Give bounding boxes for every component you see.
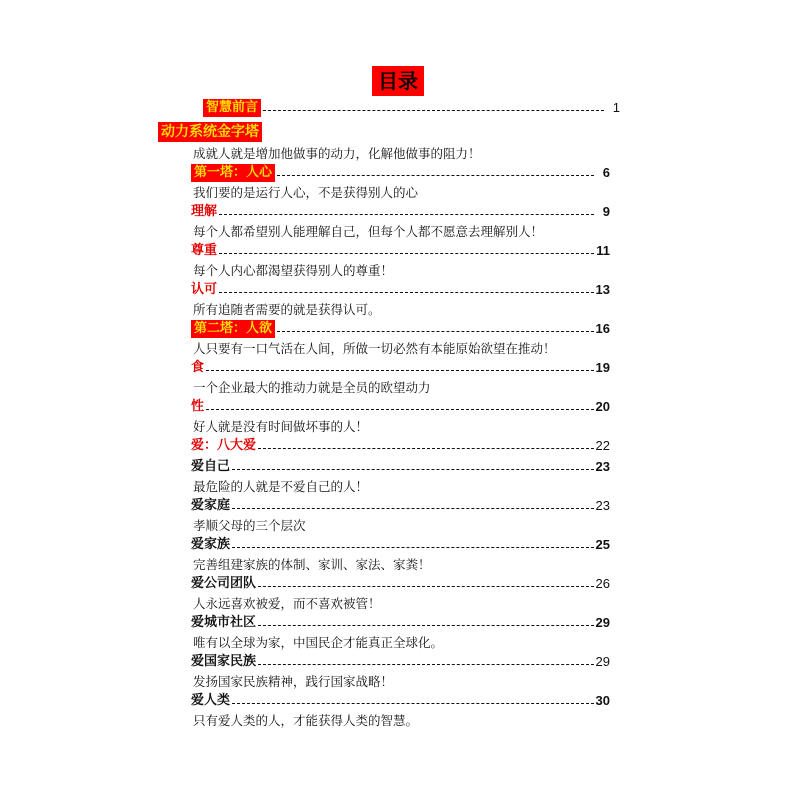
toc-page-number: 1 — [612, 100, 620, 115]
toc-entry-label: 认可 — [191, 282, 218, 297]
toc-entry-label: 爱人类 — [191, 693, 231, 708]
toc-entry-label: 智慧前言 — [203, 99, 261, 117]
leader-dashes — [219, 214, 594, 215]
toc-entry-respect[interactable] — [191, 241, 610, 261]
toc-entry-love-home[interactable] — [191, 496, 610, 516]
toc-page-number: 13 — [595, 282, 610, 297]
toc-entry-approval[interactable] — [191, 280, 610, 300]
leader-dashes — [206, 409, 594, 410]
toc-entry-love-nation[interactable] — [191, 652, 610, 672]
toc-entry-label: 第二塔：人欲 — [191, 320, 275, 338]
toc-entry-label: 爱：八大爱 — [191, 438, 257, 453]
section-header: 动力系统金字塔 — [158, 122, 262, 142]
toc-entry-label: 性 — [191, 399, 205, 414]
toc-entry-love-city[interactable] — [191, 613, 610, 633]
toc-page-number: 20 — [595, 399, 610, 414]
toc-entry-love-clan[interactable] — [191, 535, 610, 555]
toc-description: 人只要有一口气活在人间，所做一切必然有本能原始欲望在推动！ — [193, 341, 556, 356]
leader-dashes — [277, 331, 594, 332]
leader-dashes — [219, 253, 594, 254]
leader-dashes — [232, 508, 594, 509]
toc-entry-label: 爱国家民族 — [191, 654, 257, 669]
leader-dashes — [263, 110, 604, 111]
leader-dashes — [258, 664, 594, 665]
leader-dashes — [258, 448, 594, 449]
toc-page-number: 9 — [602, 204, 610, 219]
toc-page-number: 23 — [595, 459, 610, 474]
toc-entry-love[interactable] — [191, 436, 610, 456]
toc-description: 好人就是没有时间做坏事的人！ — [193, 419, 369, 434]
toc-entry-label: 爱城市社区 — [191, 615, 257, 630]
toc-entry-preface[interactable] — [203, 98, 620, 118]
toc-entry-label: 爱公司团队 — [191, 576, 257, 591]
toc-entry-love-human[interactable] — [191, 691, 610, 711]
toc-page-number: 26 — [595, 576, 610, 591]
toc-page-number: 19 — [595, 360, 610, 375]
leader-dashes — [232, 469, 594, 470]
leader-dashes — [258, 625, 594, 626]
toc-entry-label: 食 — [191, 360, 205, 375]
toc-description: 每个人都希望别人能理解自己，但每个人都不愿意去理解别人！ — [193, 224, 544, 239]
toc-entry-love-team[interactable] — [191, 574, 610, 594]
toc-page-number: 22 — [595, 438, 610, 453]
toc-entry-label: 理解 — [191, 204, 218, 219]
toc-description: 最危险的人就是不爱自己的人！ — [193, 479, 369, 494]
toc-description: 发扬国家民族精神，践行国家战略！ — [193, 674, 394, 689]
toc-entry-label: 爱家族 — [191, 537, 231, 552]
toc-entry-sex[interactable] — [191, 397, 610, 417]
leader-dashes — [277, 175, 594, 176]
toc-entry-understand[interactable] — [191, 202, 610, 222]
leader-dashes — [232, 703, 594, 704]
page-title: 目录 — [372, 66, 424, 96]
toc-entry-tower-1[interactable] — [191, 163, 610, 183]
toc-description: 唯有以全球为家，中国民企才能真正全球化。 — [193, 635, 444, 650]
leader-dashes — [206, 370, 594, 371]
toc-description: 人永远喜欢被爱，而不喜欢被管！ — [193, 596, 381, 611]
toc-entry-love-self[interactable] — [191, 457, 610, 477]
toc-description: 成就人就是增加他做事的动力，化解他做事的阻力！ — [193, 146, 481, 161]
toc-entry-label: 爱自己 — [191, 459, 231, 474]
toc-description: 所有追随者需要的就是获得认可。 — [193, 302, 381, 317]
leader-dashes — [232, 547, 594, 548]
toc-entry-label: 爱家庭 — [191, 498, 231, 513]
toc-description: 孝顺父母的三个层次 — [193, 518, 306, 533]
leader-dashes — [219, 292, 594, 293]
toc-description: 完善组建家族的体制、家训、家法、家粪！ — [193, 557, 431, 572]
toc-entry-label: 第一塔：人心 — [191, 164, 275, 182]
toc-description: 我们要的是运行人心，不是获得别人的心 — [193, 185, 419, 200]
toc-page-number: 29 — [595, 654, 610, 669]
toc-entry-tower-2[interactable] — [191, 319, 610, 339]
leader-dashes — [258, 586, 594, 587]
toc-page-number: 25 — [595, 537, 610, 552]
toc-entry-food[interactable] — [191, 358, 610, 378]
toc-description: 只有爱人类的人，才能获得人类的智慧。 — [193, 713, 419, 728]
toc-page-number: 23 — [595, 498, 610, 513]
toc-page-number: 11 — [596, 243, 610, 258]
toc-description: 一个企业最大的推动力就是全员的欧望动力 — [193, 380, 431, 395]
toc-description: 每个人内心都渴望获得别人的尊重！ — [193, 263, 394, 278]
toc-page-number: 16 — [595, 321, 610, 336]
toc-page-number: 6 — [602, 165, 610, 180]
toc-page-number: 29 — [595, 615, 610, 630]
toc-page-number: 30 — [595, 693, 610, 708]
toc-entry-label: 尊重 — [191, 243, 218, 258]
